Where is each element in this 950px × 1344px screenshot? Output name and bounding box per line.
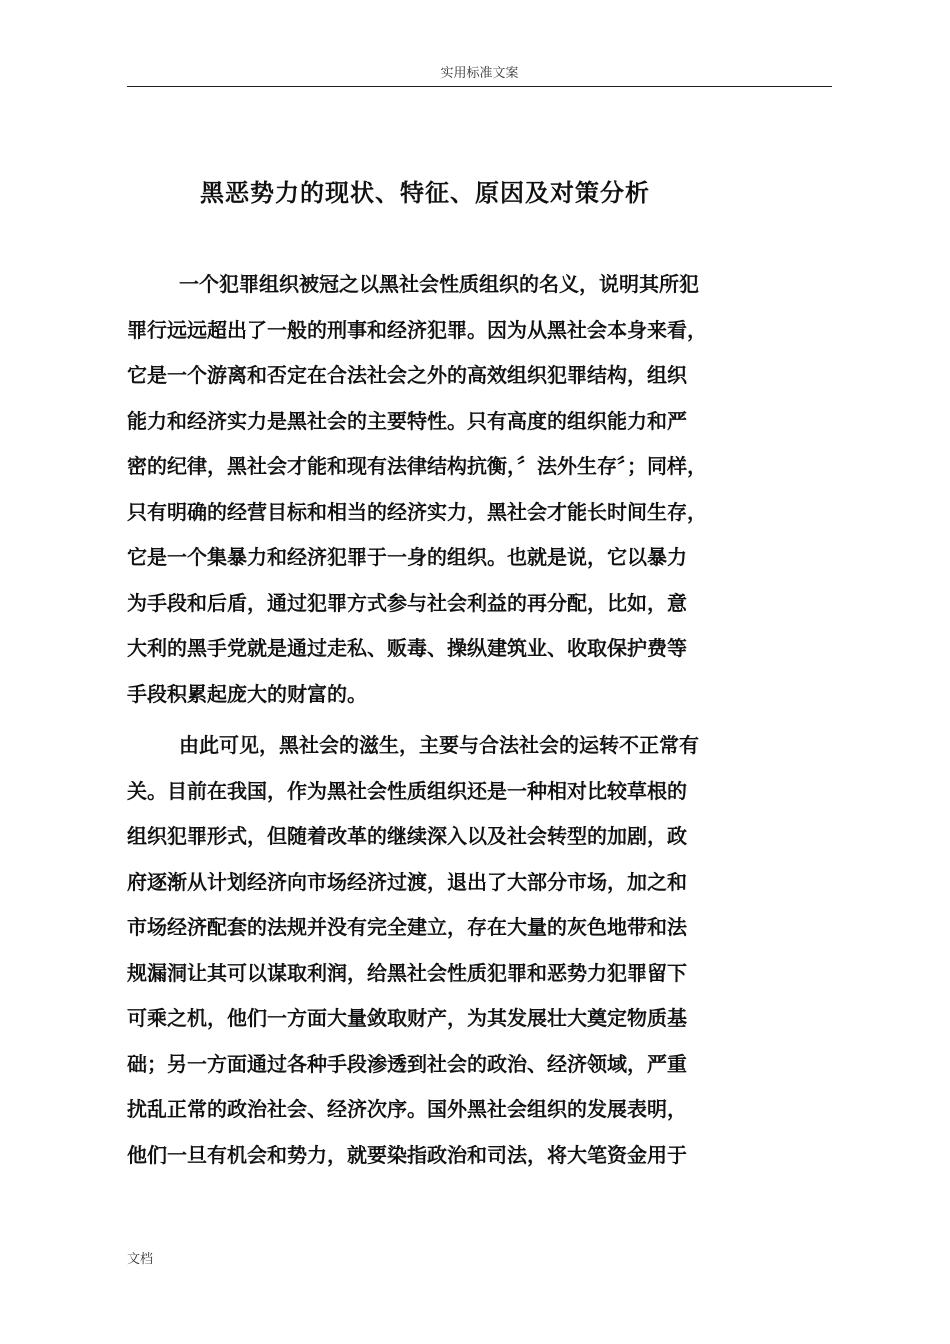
text-line: 规漏洞让其可以谋取利润，给黑社会性质犯罪和恶势力犯罪留下	[127, 960, 687, 985]
page-footer: 文档	[127, 1252, 154, 1267]
page-header: 实用标准文案	[127, 64, 832, 87]
text-line: 他们一旦有机会和势力，就要染指政治和司法，将大笔资金用于	[127, 1142, 687, 1167]
text-line: 罪行远远超出了一般的刑事和经济犯罪。因为从黑社会本身来看，	[127, 317, 707, 342]
text-line: 一个犯罪组织被冠之以黑社会性质组织的名义，说明其所犯	[179, 272, 699, 296]
text-line: 手段积累起庞大的财富的。	[127, 681, 367, 706]
text-line: 组织犯罪形式，但随着改革的继续深入以及社会转型的加剧，政	[127, 824, 687, 848]
document-body	[127, 262, 835, 1184]
text-line: 它是一个集暴力和经济犯罪于一身的组织。也就是说，它以暴力	[127, 545, 687, 569]
paragraph	[127, 262, 835, 717]
text-line: 市场经济配套的法规并没有完全建立，存在大量的灰色地带和法	[127, 915, 687, 939]
text-line: 础；另一方面通过各种手段渗透到社会的政治、经济领域，严重	[127, 1051, 687, 1076]
text-line: 由此可见，黑社会的滋生，主要与合法社会的运转不正常有	[179, 733, 699, 757]
text-line: 只有明确的经营目标和相当的经济实力，黑社会才能长时间生存，	[127, 499, 707, 524]
text-line: 关。目前在我国，作为黑社会性质组织还是一种相对比较草根的	[127, 778, 687, 803]
text-line: 大利的黑手党就是通过走私、贩毒、操纵建筑业、收取保护费等	[127, 636, 687, 660]
text-line: 它是一个游离和否定在合法社会之外的高效组织犯罪结构，组织	[127, 363, 687, 387]
text-line: 府逐渐从计划经济向市场经济过渡，退出了大部分市场，加之和	[127, 869, 687, 894]
text-line: 为手段和后盾，通过犯罪方式参与社会利益的再分配，比如，意	[127, 590, 687, 615]
paragraph	[127, 723, 835, 1178]
text-line: 扰乱正常的政治社会、经济次序。国外黑社会组织的发展表明，	[127, 1097, 687, 1121]
text-line: 能力和经济实力是黑社会的主要特性。只有高度的组织能力和严	[127, 408, 687, 433]
document-title: 黑恶势力的现状、特征、原因及对策分析	[200, 179, 650, 207]
text-line: 可乘之机，他们一方面大量敛取财产，为其发展壮大奠定物质基	[127, 1006, 687, 1030]
text-line: 密的纪律，黑社会才能和现有法律结构抗衡，〞法外生存〞；同样，	[127, 454, 707, 478]
